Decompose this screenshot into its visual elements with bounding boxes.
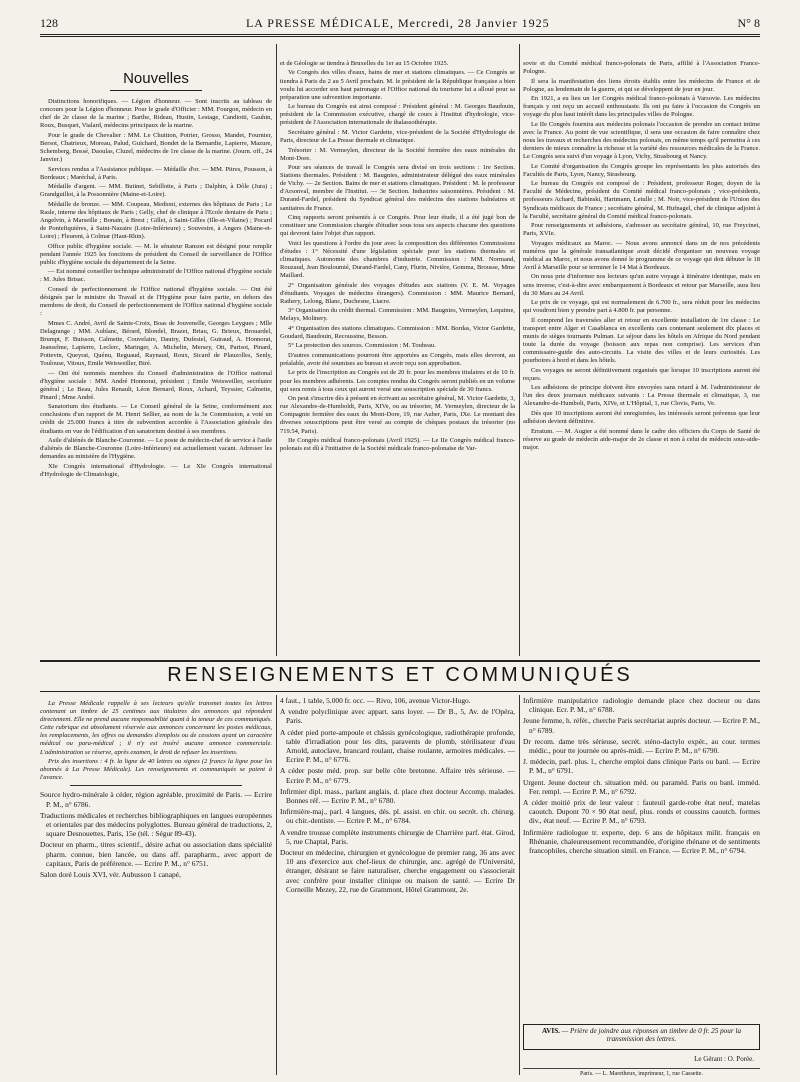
classified-ad: Docteur en pharm., titres scientif., désire achat ou association dans spécialité pharm. connue, bien lancée, ou dans aff. parapharm., avec apport de capitaux, Paris de préférence. — Ecrire P. M., n° 6751.: [40, 840, 272, 868]
avis-box: [523, 1024, 760, 1050]
price-notice: Prix des insertions : 4 fr. la ligne de 40 lettres ou signes (2 francs la ligne pour les abonnés à La Presse Médicale). Les renseignements et communiqués se paient à l'avance.: [40, 758, 272, 782]
paragraph: Il sera la manifestation des liens étroits établis entre les médecins de France et de Pologne, au lendemain de la guerre, et qui se développent de jour en jour.: [523, 77, 760, 93]
paragraph: Erratum. — M. Augier a été nommé dans le cadre des officiers du Corps de Santé de réserve au grade de médecin aide-major de 2e classe et non à celui de médecin sous-aide-major.: [523, 427, 760, 451]
nouvelles-column-1: [40, 98, 272, 658]
paragraph: Médaille de bronze. — MM. Coupeau, Medioni, externes des hôpitaux de Paris ; Le Rasle, interne des hôpitaux de Paris ; Gelly, chef de clinique à l'Ecole dentaire de Paris ; Angelvin, à Marseille ; Bonain, à Brest ; Gillet, à Saint-Gilles (Ille-et-Vilaine) ; Pocard de Pontefiquières, à Saint-Nazaire (Loire-Inférieure) ; Souvestre, à Angers (Maine-et-Loire) ; Fleurent, à Colmar (Haut-Rhin).: [40, 200, 272, 241]
paragraph: Services rendus a l'Assistance publique. — Médaille d'or. — MM. Pitres, Pousson, à Bordeaux ; Maréchal, à Paris.: [40, 165, 272, 181]
paragraph: Distinctions honorifiques. — Légion d'honneur. — Sont inscrits au tableau de concours pour la Légion d'honneur. Pour le grade d'Officier : MM. Fourgon, médecin en chef de 2e classe de la marine ; Barthe, Rideau, Hustin, Lestage, Candiotti, Gauhin, Roux, Busquet, Vialard, médecins principaux de la marine.: [40, 98, 272, 130]
paragraph: Office public d'hygiène sociale. — M. le sénateur Ranson est désigné pour remplir pendant l'année 1925 les fonctions de président du Conseil de surveillance de l'Office public d'hygiène sociale du département de la Seine.: [40, 242, 272, 266]
page-header: [40, 14, 760, 32]
column-divider: [276, 44, 277, 656]
paragraph: En 1921, a eu lieu un 1er Congrès médical franco-polonais à Varsovie. Les médecins français y ont reçu un accueil enthousiaste. Ils ont pu faire à l'occasion du Congrès un voyage du plus haut intérêt dans les principales villes de Pologne.: [523, 95, 760, 119]
paragraph: Pour le grade de Chevalier : MM. Le Chuitton, Poirier, Grosso, Mandet, Fournier, Bersot, Chatrieux, Moreau, Palud, Guichard, Bondet de la Bernardie, Lapierre, Mazure, Schemberg, Bossé, Daoulas, Cluzel, médecins de 1re classe de la marine. (Journ. off., 24 Janvier.): [40, 131, 272, 164]
paragraph: D'autres communications pourront être apportées au Congrès, mais elles devront, au préalable, avoir été soumises au bureau et avoir reçu son approbation.: [280, 351, 515, 367]
issue-number: N° 8: [737, 15, 760, 30]
printer-line: Paris. — L. Maretheux, imprimeur, 1, rue Cassette.: [523, 1068, 760, 1077]
ads-column-3: [523, 696, 760, 1022]
renseignements-heading: RENSEIGNEMENTS ET COMMUNIQUÉS: [167, 664, 633, 686]
paragraph: 5° La protection des sources. Commission : M. Toubeau.: [288, 342, 436, 350]
paragraph: et de Géologie se tiendra à Bruxelles du 1er au 15 Octobre 1925.: [280, 60, 449, 67]
gerant-line: Le Gérant : O. Porée.: [694, 1055, 754, 1063]
paragraph: Le IIe Congrès fournira aux médecins polonais l'occasion de prendre un contact intime avec la France. Au point de vue scientifique, il sera une occasion de faire connaître chez nous les travaux et recherches des médecins polonais, en même temps qu'il permettra à ces derniers de mieux connaître la richesse et la variété des ressources médicales de la France. Le Congrès sera suivi d'un voyage à Lyon, Vichy, Strasbourg et Nancy.: [523, 120, 760, 161]
classified-ad: 4 faut., 1 table, 5.000 fr. occ. — Rivo, 106, avenue Victor-Hugo.: [280, 696, 471, 705]
classified-ad: A vendre polyclinique avec appart. sans loyer. — Dr B., 5, Av. de l'Opéra, Paris.: [280, 707, 515, 726]
paragraph: On peut s'inscrire dès à présent en écrivant au secrétaire général, M. Victor Gardette, 3, rue Alexandre-de-Humboldt, Paris, XIVe, ou au trésorier, M. Vermeylen, directeur de la Compagnie fermière des eaux du Mont-Dore, 19, rue Auber, Paris, IXe. Le montant des diverses souscriptions peut être versé au compte de chèques postaux du trésorier (no 719.54, Paris).: [280, 395, 515, 435]
classified-ad: A céder poste méd. prop. sur belle côte bretonne. Affaire très sérieuse. — Ecrire P. M., n° 6779.: [280, 766, 515, 785]
paragraph: Asile d'aliénés de Blanche-Couronne. — Le poste de médecin-chef de service à l'asile d'aliénés de Blanche-Couronne (Loire-Inférieure) est actuellement vacant. Adresser les demandes au ministère de l'Hygiène.: [40, 437, 272, 461]
classified-ad: Jeune femme, h. référ., cherche Paris secrétariat auprès docteur. — Ecrire P. M., n° 6789.: [523, 716, 760, 735]
nouvelles-column-2: [280, 60, 515, 658]
paragraph: 3° Organisation du crédit thermal. Commission : MM. Baugnies, Vermeylen, Lequime, Melays, Molinery.: [280, 307, 515, 323]
paragraph: Le prix de ce voyage, qui est normalement de 6.700 fr., sera réduit pour les médecins qui voudront bien y prendre part à 4.800 fr. par personne.: [523, 299, 760, 315]
paragraph: Mmes C. André, Avril de Sainte-Croix, Boas de Jouvenelle, Georges Leygues ; Mlle Delagrange ; MM. Aublanc, Bérard, Blondel, Brazet, Briau, G. Brieux, Brouardel, Brumpt, F. Buisson, Calmette, Couvelaire, Dautry, Dufestel, Guiraud, A. Honnorat, Jeanselme, Lapierre, Leclerc, Maringer, A. Michelin, Mersey, Ott, Parisot, Pinard, Pottevin, Queyrat, Quénu, Reguaud, Raynaud, Roux, Sicard de Plauzolles, Senly, Toulouse, Vitoux, Emile Weisweiller, Biré.: [40, 319, 272, 368]
classified-ad: Infirmière radiologue tr. experte, dep. 6 ans de hôpitaux milit. français en Rhénanie, chaleureusement recommandée, d'origine rhénane et de sentiments francophiles, cherche situation simil. en France. — Ecrire P. M., n° 6794.: [523, 827, 760, 856]
paragraph: Voici les questions à l'ordre du jour avec la composition des différentes Commissions d'études : 1° Nécessité d'une législation spéciale pour les stations thermales et climatiques. Autonomie des chambres d'industrie. Commission : MM. Normand, Rouzaud, Jean Bouloumié, Durand-Fardel, Cany, Flurin, Nivière, Gomma, Brousse, Mme Maillard.: [280, 239, 515, 280]
classified-ad: Infirmière manipulatrice radiologie demande place chez docteur ou dans clinique. Ecr. P. M., n° 6788.: [523, 696, 760, 715]
column-divider: [519, 695, 520, 1075]
section-rule: [40, 660, 760, 662]
avis-text: — Prière de joindre aux réponses un timbre de 0 fr. 25 pour la transmission des lettres.: [561, 1027, 742, 1044]
paragraph: 4° Organisation des stations climatiques. Commission : MM. Bordas, Victor Gardette, Goudard, Baudouin, Recoussine, Besson.: [280, 324, 515, 340]
paragraph: Le Comité d'organisation du Congrès groupe les représentants les plus autorisés des Facultés de Paris, Lyon, Nancy, Strasbourg.: [523, 162, 760, 178]
classified-ad: A céder moitié prix de leur valeur : fauteuil garde-robe état neuf, matelas caoutch. Dupont 70 × 90 état neuf, plus. ronds et coussins caoutch. formes div., état neuf. — Ecrire P. M., n° 6793.: [523, 798, 760, 826]
classified-ad: Docteur en médecine, chirurgien et gynécologue de premier rang, 36 ans avec 10 ans d'exercice aux chef-lieux de chirurgie, anc. agrégé de l'Université, étranger, désirant se faire naturaliser, cherche engagement ou s'associerait avec confrère pour installer clinique ou maison de santé. — Ecrire Dr Corneille Mezey, 22, rue de Grammont, Hôtel Grammont, 2e.: [280, 848, 515, 894]
section-rule: [40, 691, 760, 692]
column-divider: [519, 44, 520, 656]
paragraph: Cinq rapports seront présentés à ce Congrès. Pour leur étude, il a été jugé bon de constituer une Commission chargée d'étudier sous tous ses aspects chacune des questions qui devront faire l'objet d'un rapport.: [280, 214, 515, 238]
column-divider: [276, 695, 277, 1075]
paragraph: 2° Organisation générale des voyages d'études aux stations (V. E. M. Voyages d'étudiants. Voyages de médecins étrangers). Commission : MM. Maurice Bernard, Rathery, Lelong, Blanc, Duchesne, Liacre.: [280, 281, 515, 305]
classified-ad: Source hydro-minérale à céder, région agréable, proximité de Paris. — Ecrire P. M., n° 6786.: [40, 790, 272, 809]
paragraph: sovie et du Comité médical franco-polonais de Paris, affilié à l'Association France-Pologne.: [523, 60, 760, 76]
paragraph: Ve Congrès des villes d'eaux, bains de mer et stations climatiques. — Ce Congrès se tiendra à Paris du 2 au 5 Avril prochain. M. le président de la République française a bien voulu lui accorder son haut patronage et l'Office national du tourisme lui a alloué pour sa préparation une subvention importante.: [280, 69, 515, 101]
intro-notice: La Presse Médicale rappelle à ses lecteurs qu'elle transmet toutes les lettres contenant un timbre de 25 centimes aux titulaires des annonces qui répondent directement. Elle ne prend aucune responsabilité quant à la teneur de ces communiqués. Cette rubrique est absolument réservée aux annonces concernant les postes médicaux, les remplacements, les offres ou demandes d'emplois ou de cessions ayant un caractère médical ou para-médical ; il n'y est inséré aucune annonce commerciale. L'administration se réserve, après examen, le droit de refuser les insertions.: [40, 700, 272, 756]
paragraph: — Est nommé conseiller technique administratif de l'Office national d'hygiène sociale : M. Jules Brisac.: [40, 268, 272, 284]
paragraph: On nous prie d'informer nos lecteurs qu'un autre voyage à itinéraire identique, mais en sens inverse, c'est-à-dire avec embarquement à Bordeaux et retour par Marseille, aura lieu du 30 Mars au 24 Avril.: [523, 273, 760, 297]
ads-column-2: [280, 696, 515, 1075]
header-rule: [40, 34, 760, 35]
avis-label: AVIS.: [541, 1027, 560, 1035]
paragraph: IIe Congrès médical franco-polonais (Avril 1925). — Le IIe Congrès médical franco-polonais est dû à l'initiative de la Société médicale franco-polonaise de Var-: [280, 436, 515, 453]
ads-column-1: [40, 700, 272, 1075]
paragraph: XIe Congrès international d'Hydrologie. — Le XIe Congrès international d'Hydrologie de Climatologie,: [40, 462, 272, 478]
paragraph: Pour ses séances de travail le Congrès sera divisé en trois sections : 1re Section. Stations thermales. Président : M. Baugnies, administrateur délégué des eaux minérales de Vichy. — 2e Section. Bains de mer et stations climatiques. Président : M. le professeur d'Arsonval, membre de l'Institut. — 3e Section. Industries saisonnières. Président : M. Durand-Fardel, président du Syndicat général des médecins des stations balnéaires et sanitaires de France.: [280, 164, 515, 212]
classified-ad: Urgent. Jeune docteur ch. situation méd. ou paraméd. Paris ou banl. imméd. Fer. rempl. — Ecrire P. M., n° 6792.: [523, 777, 760, 796]
page-number: 128: [40, 15, 58, 30]
paragraph: Le bureau du Congrès est ainsi composé : Président général : M. Georges Baudouin, président de la Commission exécutive, chargé de cours à l'Institut d'hydrologie, vice-président de l'Association internationale de thalassothérapie.: [280, 103, 515, 127]
classified-ad: J. médecin, parl. plus. l., cherche emploi dans clinique Paris ou banl. — Ecrire P. M., n° 6791.: [523, 757, 760, 776]
paragraph: Le bureau du Congrès est composé de : Président, professeur Roger, doyen de la Faculté de Médecine, président du Comité médical franco-polonais ; vice-présidents, professeurs Achard, Babinski, Hartmann, Letulle ; M. Noir, vice-président de l'Union des Syndicats médicaux de France ; secrétaire général, M. Hufnagel, chef de clinique adjoint à la Faculté, secrétaire général du Comité médical franco-polonais.: [523, 180, 760, 220]
nouvelles-underline: [110, 90, 202, 91]
paragraph: Les adhésions de principe doivent être envoyées sans retard à M. l'administrateur de l'un des deux journaux médicaux suivants : La Presse thermale et climatique, 3, rue Alexandre-de-Humbolt, Paris, XIVe, et L'Hôpital, 1, rue Clovis, Paris, Ve.: [523, 384, 760, 408]
paragraph: Conseil de perfectionnement de l'Office national d'hygiène sociale. — Ont été désignés par le ministre du Travail et de l'Hygiène pour faire partie, en dehors des membres de droit, du Conseil de perfectionnement de l'Office national d'hygiène sociale :: [40, 285, 272, 318]
paragraph: Pour renseignements et adhésions, s'adresser au secrétaire général, 10, rue Freycinet, Paris, XVIe.: [523, 222, 760, 238]
header-rule-double: [40, 36, 760, 37]
paragraph: Secrétaire général : M. Victor Gardette, vice-président de la Société d'Hydrologie de Paris, directeur de La Presse thermale et climatique.: [280, 128, 515, 145]
paragraph: Ces voyages ne seront définitivement organisés que lorsque 10 inscriptions auront été reçues.: [523, 366, 760, 382]
classified-ad: Dr recom. dame très sérieuse, secrét. sténo-dactylo expér., au cour. termes médic., pour tte journée ou après-midi. — Ecrire P. M., n° 6790.: [523, 736, 760, 756]
classified-ad: A vendre trousse complète instruments chirurgie de Charrière parf. état. Girod, 5, rue Chaptal, Paris.: [280, 827, 515, 846]
classified-ad: Traductions médicales et recherches bibliographiques en langues européennes et orientales par des médecins polyglottes. Bureau général de traductions, 2, square Desnouettes, Paris, 15e (tél. : Ségur 89-43).: [40, 810, 272, 839]
paragraph: Il comprend les traversées aller et retour en excellente installation de 1re classe : Le transport entre Alger et Casablanca en excellents cars contenant seulement dix places et munis de sièges tournants Pulman. Le séjour dans les hôtels en Afrique du Nord pendant toute la durée du voyage (boisson aux repas non comprise). Les services d'un commissaire-guide des auto-circuits. La visite des villes et de leurs curiosités. Les pourboires à bord et dans les hôtels.: [523, 316, 760, 365]
divider: [70, 785, 242, 786]
paragraph: Dès que 10 inscriptions auront été enregistrées, les intéressés seront prévenus que leur adhésion devient définitive.: [523, 409, 760, 426]
paragraph: Le prix de l'inscription au Congrès est de 20 fr. pour les membres titulaires et de 10 fr. pour les membres adhérents. Les comptes rendus du Congrès seront publiés en un volume qui sera remis à tous ceux qui auront versé une souscription spéciale de 30 francs.: [280, 369, 515, 393]
nouvelles-heading: Nouvelles: [123, 70, 189, 87]
classified-ad: Infirmier dipl. mass., parlant anglais, d. place chez docteur Accomp. malades. Bonnes réf. — Ecrire P. M., n° 6780.: [280, 786, 515, 806]
classified-ad: Infirmière-maj., parl. 4 langues, dés. pl. assist. en chir. ou secrét. ch. chirurg. ou chir.-dentiste. — Ecrire P. M., n° 6784.: [280, 807, 515, 826]
classified-ad: A céder pied porte-ampoule et châssis gynécologique, radiothérapie profonde, table d'irradiation pour les dits, paravents de plomb, stérilisateur d'eau Arnold, autoclave, brancard roulant, chaise roulante, armoires médicales. — Ecrire P. M., n° 6776.: [280, 727, 515, 765]
paragraph: Médaille d'argent. — MM. Butinet, Sebillotte, à Paris ; Dalphin, à Dôle (Jura) ; Grandguillot, à la Possonnière (Maine-et-Loire).: [40, 183, 272, 199]
paragraph: Trésorier : M. Vermeylen, directeur de la Société fermière des eaux minérales du Mont-Dore.: [280, 146, 515, 162]
journal-title: LA PRESSE MÉDICALE, Mercredi, 28 Janvier 1925: [245, 15, 550, 30]
paragraph: Voyages médicaux au Maroc. — Nous avons annoncé dans un de nos précédents numéros que la générale transatlantique avait décidé d'organiser un nouveau voyage médical au Maroc, et nous avons donné le programme de ce voyage qui doit débuter le 18 Avril à Marseille pour se terminer le 14 Mai à Bordeaux.: [523, 239, 760, 271]
nouvelles-column-3: [523, 60, 760, 658]
paragraph: — Ont été nommés membres du Conseil d'administration de l'Office national d'hygiène sociale : MM. André Honnorat, président ; Emile Weisweiller, secrétaire général ; Le Beau, Jules Renault, Léon Bernard, Roux, Achard, Teyssier, Calmette, Pinard ; Mme André.: [40, 369, 272, 401]
paragraph: Sanatorium des étudiants. — Le Conseil général de la Seine, conformément aux conclusions d'un rapport de M. Henri Sellier, au nom de la 3e Commission, a voté un crédit de 25.000 francs à titre de subvention accordée à l'Association générale des étudiants en vue de l'édification d'un sanatorium destiné à ses membres.: [40, 403, 272, 435]
classified-ad: Salon doré Louis XVI, vér. Aubusson 1 canapé,: [40, 869, 181, 879]
